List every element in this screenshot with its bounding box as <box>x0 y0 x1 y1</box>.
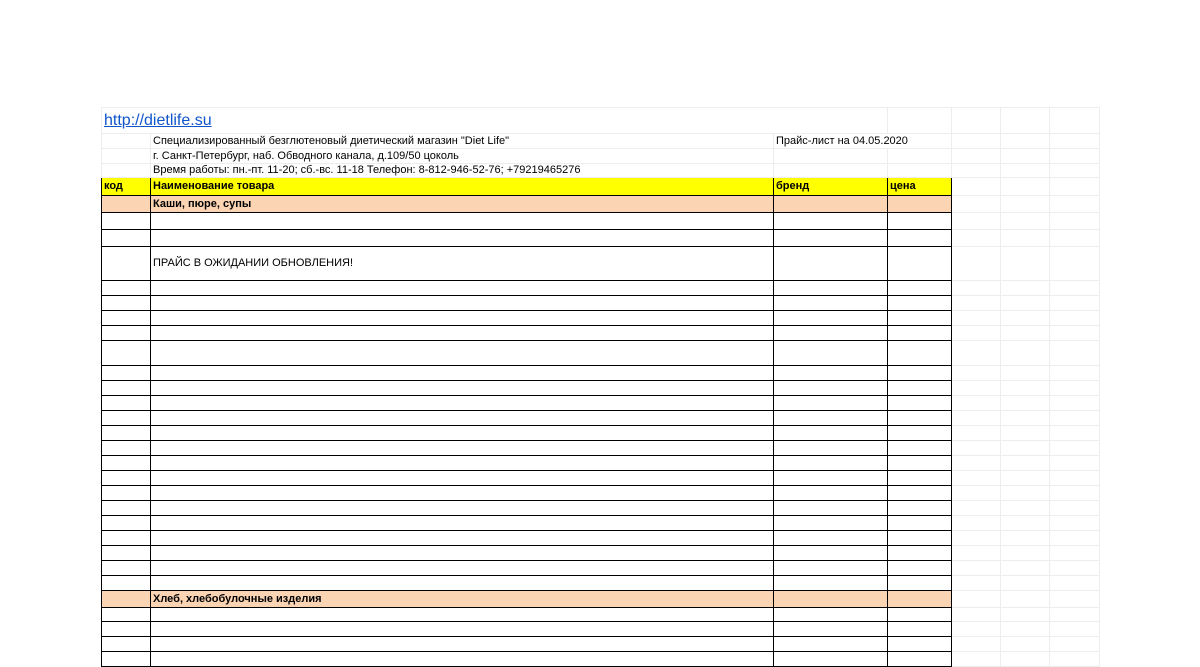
table-row <box>102 531 1100 546</box>
table-row <box>102 456 1100 471</box>
table-row <box>102 396 1100 411</box>
table-row <box>102 247 1100 281</box>
url-row <box>102 108 1100 134</box>
info-row <box>102 149 1100 164</box>
table-row <box>102 622 1100 637</box>
category-row <box>102 591 1100 608</box>
table-row <box>102 471 1100 486</box>
table-row <box>102 341 1100 366</box>
column-header-price: цена <box>888 178 952 196</box>
table-row <box>102 652 1100 667</box>
table-row <box>102 296 1100 311</box>
table-row <box>102 366 1100 381</box>
table-row <box>102 326 1100 341</box>
table-row <box>102 501 1100 516</box>
shop-address: г. Санкт-Петербург, наб. Обводного канала, д.109/50 цоколь <box>151 149 774 164</box>
table-row <box>102 230 1100 247</box>
info-row <box>102 134 1100 149</box>
spreadsheet <box>101 107 1099 667</box>
table-row <box>102 311 1100 326</box>
table-row <box>102 441 1100 456</box>
column-header-name: Наименование товара <box>151 178 774 196</box>
info-row <box>102 164 1100 178</box>
table-row <box>102 576 1100 591</box>
table-row <box>102 516 1100 531</box>
table-row <box>102 281 1100 296</box>
table-row <box>102 411 1100 426</box>
table-row <box>102 381 1100 396</box>
price-list-date: Прайс-лист на 04.05.2020 <box>774 134 952 149</box>
table-row <box>102 608 1100 622</box>
category-label: Каши, пюре, супы <box>151 196 774 213</box>
price-list-table <box>101 107 1100 667</box>
column-header-code: код <box>102 178 151 196</box>
category-label: Хлеб, хлебобулочные изделия <box>151 591 774 608</box>
table-header-row <box>102 178 1100 196</box>
table-row <box>102 426 1100 441</box>
table-row <box>102 213 1100 230</box>
shop-description: Специализированный безглютеновый диетический магазин "Diet Life" <box>151 134 774 149</box>
table-row <box>102 637 1100 652</box>
category-row <box>102 196 1100 213</box>
shop-hours-phone: Время работы: пн.-пт. 11-20; сб.-вс. 11-18 Телефон: 8-812-946-52-76; +79219465276 <box>151 164 774 178</box>
website-link[interactable]: http://dietlife.su <box>104 111 212 129</box>
table-row <box>102 561 1100 576</box>
update-notice: ПРАЙС В ОЖИДАНИИ ОБНОВЛЕНИЯ! <box>151 247 774 281</box>
table-row <box>102 546 1100 561</box>
column-header-brand: бренд <box>774 178 888 196</box>
table-row <box>102 486 1100 501</box>
